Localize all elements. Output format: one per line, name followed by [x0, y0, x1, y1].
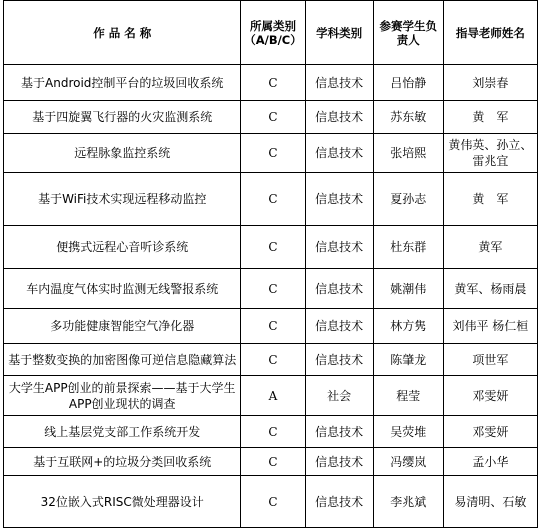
table-row	[4, 101, 538, 134]
cell-subject: 信息技术	[305, 476, 373, 528]
cell-name: 基于互联网+的垃圾分类回收系统	[4, 448, 241, 476]
header-name: 作 品 名 称	[4, 1, 241, 65]
table-row	[4, 344, 538, 376]
cell-student: 陈肇龙	[373, 344, 443, 376]
cell-student: 林方隽	[373, 309, 443, 344]
cell-teacher: 黄军、杨雨晨	[443, 269, 537, 309]
cell-subject: 信息技术	[305, 269, 373, 309]
cell-teacher: 孟小华	[443, 448, 537, 476]
cell-student: 杜东群	[373, 226, 443, 269]
cell-category: C	[241, 65, 305, 101]
table-row	[4, 173, 538, 226]
cell-teacher: 黄军	[443, 226, 537, 269]
cell-student: 苏东敏	[373, 101, 443, 134]
header-subject: 学科类别	[305, 1, 373, 65]
header-category-line1: 所属类别	[249, 18, 296, 33]
cell-subject: 信息技术	[305, 448, 373, 476]
table-row	[4, 134, 538, 173]
cell-category: C	[241, 476, 305, 528]
cell-teacher: 刘伟平 杨仁桓	[443, 309, 537, 344]
table-row	[4, 65, 538, 101]
header-category	[241, 1, 305, 65]
cell-subject: 信息技术	[305, 416, 373, 448]
cell-teacher: 项世军	[443, 344, 537, 376]
cell-category: C	[241, 344, 305, 376]
header-student	[373, 1, 443, 65]
cell-subject: 信息技术	[305, 101, 373, 134]
cell-teacher: 黄 军	[443, 173, 537, 226]
header-category-line2: （A/B/C）	[244, 32, 302, 47]
cell-student: 冯缨岚	[373, 448, 443, 476]
cell-name: 远程脉象监控系统	[4, 134, 241, 173]
cell-category: C	[241, 173, 305, 226]
cell-category: C	[241, 309, 305, 344]
cell-category: C	[241, 269, 305, 309]
cell-student: 夏孙志	[373, 173, 443, 226]
table-row	[4, 476, 538, 528]
header-row	[4, 1, 538, 65]
cell-subject: 信息技术	[305, 309, 373, 344]
table-row	[4, 226, 538, 269]
cell-category: C	[241, 134, 305, 173]
cell-subject: 信息技术	[305, 344, 373, 376]
table-row	[4, 309, 538, 344]
cell-subject: 信息技术	[305, 226, 373, 269]
cell-category: A	[241, 376, 305, 416]
cell-teacher: 黄 军	[443, 101, 537, 134]
cell-teacher: 刘崇春	[443, 65, 537, 101]
table-row	[4, 416, 538, 448]
cell-name: 基于整数变换的加密图像可逆信息隐藏算法	[4, 344, 241, 376]
cell-name: 32位嵌入式RISC微处理器设计	[4, 476, 241, 528]
cell-name: 基于WiFi技术实现远程移动监控	[4, 173, 241, 226]
cell-name: 线上基层党支部工作系统开发	[4, 416, 241, 448]
cell-name: 便携式远程心音听诊系统	[4, 226, 241, 269]
cell-teacher: 易清明、石敏	[443, 476, 537, 528]
cell-name: 基于四旋翼飞行器的火灾监测系统	[4, 101, 241, 134]
cell-name: 多功能健康智能空气净化器	[4, 309, 241, 344]
table-row	[4, 269, 538, 309]
cell-student: 李兆斌	[373, 476, 443, 528]
cell-category: C	[241, 416, 305, 448]
cell-name: 大学生APP创业的前景探索——基于大学生APP创业现状的调查	[4, 376, 241, 416]
cell-student: 姚潮伟	[373, 269, 443, 309]
cell-name: 基于Android控制平台的垃圾回收系统	[4, 65, 241, 101]
cell-name: 车内温度气体实时监测无线警报系统	[4, 269, 241, 309]
cell-subject: 信息技术	[305, 65, 373, 101]
header-student-line2: 责人	[396, 32, 420, 47]
cell-category: C	[241, 101, 305, 134]
cell-student: 张培熙	[373, 134, 443, 173]
header-student-line1: 参赛学生负	[379, 18, 437, 33]
table-row	[4, 376, 538, 416]
cell-teacher: 黄伟英、孙立、雷兆宜	[443, 134, 537, 173]
cell-subject: 信息技术	[305, 134, 373, 173]
cell-student: 吴荧堆	[373, 416, 443, 448]
cell-teacher: 邓雯妍	[443, 376, 537, 416]
projects-table	[3, 0, 538, 528]
cell-subject: 信息技术	[305, 173, 373, 226]
cell-student: 吕怡静	[373, 65, 443, 101]
cell-category: C	[241, 226, 305, 269]
table-row	[4, 448, 538, 476]
cell-student: 程莹	[373, 376, 443, 416]
cell-subject: 社会	[305, 376, 373, 416]
header-teacher: 指导老师姓名	[443, 1, 537, 65]
cell-category: C	[241, 448, 305, 476]
cell-teacher: 邓雯妍	[443, 416, 537, 448]
